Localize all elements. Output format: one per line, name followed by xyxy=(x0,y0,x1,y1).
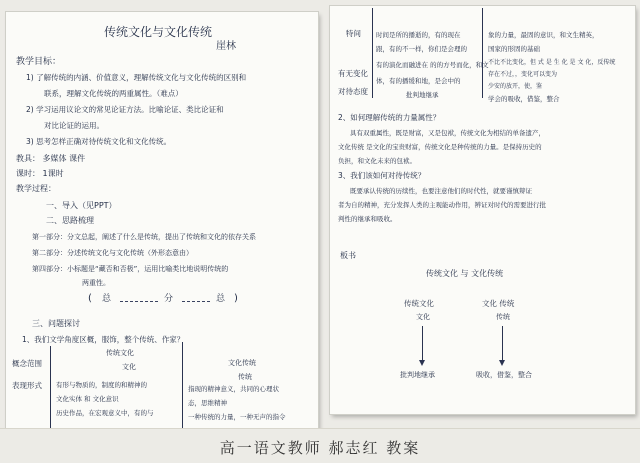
class-period: 课时： 1课时 xyxy=(16,169,64,178)
summary-close-paren: ) xyxy=(234,293,238,304)
cell-culture-3: 历史作品，在宏观意义中，有的与 xyxy=(56,409,154,417)
question-3: 3、我们该如何对待传统？ xyxy=(338,171,426,180)
row-label-change: 有无变化 xyxy=(338,69,368,78)
row-label-time: 特间 xyxy=(346,29,361,38)
table-col-2-sub: 传统 xyxy=(238,373,252,381)
board-left-arrow xyxy=(422,326,423,364)
cell-change-2: 国家的形固的基础 xyxy=(488,45,540,53)
step-1: 一、导入（见PPT） xyxy=(46,201,117,210)
summary-part: 分 xyxy=(164,294,174,304)
objective-1-line-1: 1) 了解传统的内涵、价值意义，理解传统文化与文化传统的区别和 xyxy=(26,73,247,82)
board-right-arrow xyxy=(502,326,503,364)
summary-total-2: 总 xyxy=(216,294,226,304)
table-divider-4 xyxy=(482,8,483,98)
cell-tradition-2: 态，思维精神 xyxy=(188,399,227,407)
cell-culture-1: 有形与物质的，制度的和精神的 xyxy=(56,381,147,389)
answer-3-line-2: 者为自的精神，充分发挥人类的主观能动作用，辨证对时代的需要进行批 xyxy=(338,201,546,209)
row-label-form: 表现形式 xyxy=(12,381,42,390)
cell-tradition-1: 指现的精神意义，共同的心理状 xyxy=(188,385,279,393)
table-divider-1 xyxy=(50,346,51,430)
footer-bar xyxy=(0,428,640,463)
objective-2-line-2: 对比论证的运用。 xyxy=(44,121,104,130)
cell-culture-2: 文化实体 和 文化意识 xyxy=(56,395,119,403)
board-right-top: 文化 传统 xyxy=(482,299,515,308)
page-title: 传统文化与文化传统 xyxy=(104,25,213,39)
summary-open-paren: ( xyxy=(88,293,92,304)
answer-3-line-1: 既要承认传统的历续性，也要注意他们的时代性，就要谨慎辩证 xyxy=(350,187,532,195)
cell-time-5: 批判地继承 xyxy=(406,91,439,99)
objectives-heading: 教学目标： xyxy=(16,57,62,67)
step-3: 三、问题探讨 xyxy=(32,319,80,328)
author-name: 崖林 xyxy=(216,41,236,52)
answer-2-line-1: 具有双重属性，既是财富，又是包袱，传统文化为相结的单备遗产， xyxy=(350,129,545,137)
question-1: 1、我们文学角度区概，服饰，整个传统、作家？ xyxy=(22,335,185,344)
step-2: 二、思路梳理 xyxy=(46,216,94,225)
cell-time-1: 时间是所的播逝的，有的现在 xyxy=(376,31,461,39)
cell-time-4: 体，有的播缓和地，是会中的 xyxy=(376,77,461,85)
summary-dash-1 xyxy=(120,301,158,302)
answer-2-line-2: 文化传统 是文化的宝贵财富，传统文化是种传统的力量。是保持历史的 xyxy=(338,143,542,151)
left-page xyxy=(6,12,318,430)
cell-change-4: 存在不过，，变化可以变为 xyxy=(488,71,558,78)
summary-dash-2 xyxy=(182,301,210,302)
objective-3: 3) 思考怎样正确对待传统文化和文化传统。 xyxy=(26,137,172,146)
row-label-concept: 概念范围 xyxy=(12,359,42,368)
row-label-attitude: 对待态度 xyxy=(338,87,368,96)
table-divider-3 xyxy=(372,8,373,98)
cell-tradition-3: 一种传统的力量，一种无声的指令 xyxy=(188,413,286,421)
board-left-top: 传统文化 xyxy=(404,299,434,308)
structure-part-2: 第二部分：分述传统文化与文化传统（外形态意由） xyxy=(32,249,193,257)
board-label: 板书 xyxy=(340,251,356,260)
cell-change-6: 学会的吸收，借鉴，整合 xyxy=(488,95,560,103)
teaching-aids: 教具： 多媒体 课件 xyxy=(16,154,86,163)
answer-2-line-3: 负担，和文化未来的包袱。 xyxy=(338,157,416,165)
structure-part-1: 第一部分：分文总起，阐述了什么是传统，提出了传统和文化的依存关系 xyxy=(32,233,256,241)
table-divider-2 xyxy=(182,342,183,430)
cell-time-3: 有的演化而融进在 的的方号而化，和文 xyxy=(376,61,489,69)
cell-change-5: 少安的放开，使，鉴 xyxy=(488,83,543,90)
right-page xyxy=(330,6,635,414)
objective-1-line-2: 联系，理解文化传统的两重属性。（难点） xyxy=(44,89,183,98)
table-col-1-sub: 文化 xyxy=(122,363,136,371)
table-col-2-header: 文化传统 xyxy=(228,359,256,367)
process-heading: 教学过程： xyxy=(16,184,56,193)
board-right-bottom: 吸收，借鉴，整合 xyxy=(476,371,532,379)
objective-2-line-1: 2) 学习运用议论文的常见论证方法。比喻论证、类比论证和 xyxy=(26,105,224,114)
cell-change-1: 象的力量，最固的意识，和文生精英， xyxy=(488,31,599,39)
summary-total-1: 总 xyxy=(102,294,112,304)
board-right-sub: 传统 xyxy=(496,313,510,321)
structure-part-3-line-1: 第四部分：小标题是“藏否和否极”，运用比喻类比地说明传统的 xyxy=(32,265,229,273)
answer-3-line-3: 判性的继承和吸收。 xyxy=(338,215,397,223)
board-left-sub: 文化 xyxy=(416,313,430,321)
cell-change-3: 不比不比变化，但 式 是 生 化 是 文 化，反传统 xyxy=(488,59,616,66)
footer-caption: 高一语文教师 郝志红 教案 xyxy=(219,439,421,457)
question-2: 2、如何理解传统的力量属性？ xyxy=(338,113,441,122)
cell-time-2: 跟，有的不一样，你们是会理的 xyxy=(376,45,467,53)
structure-part-3-line-2: 两重性。 xyxy=(82,279,110,287)
table-col-1-header: 传统文化 xyxy=(106,349,134,357)
board-left-bottom: 批判地继承 xyxy=(400,371,435,379)
board-title: 传统文化 与 文化传统 xyxy=(426,269,504,278)
